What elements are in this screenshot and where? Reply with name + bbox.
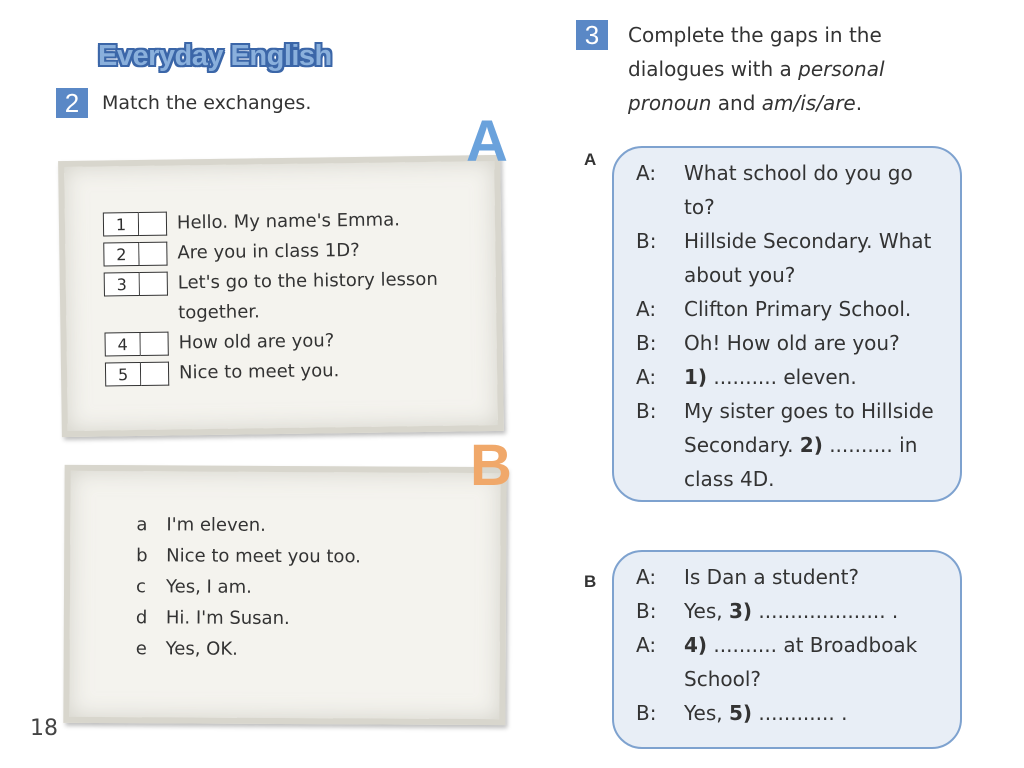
instruction-italic: personal <box>798 57 885 81</box>
item-text: Are you in class 1D? <box>177 239 360 264</box>
item-number: 4 <box>104 332 140 357</box>
speaker: A: <box>636 161 657 185</box>
gap-number: 5) <box>729 701 753 725</box>
gap-blank[interactable]: .......... in <box>822 433 918 457</box>
dialogue-a-bubble <box>612 146 962 502</box>
instruction-italic: pronoun <box>628 91 712 115</box>
gap-blank[interactable]: .......... eleven. <box>707 365 857 389</box>
exercise-2-number: 2 <box>56 88 88 118</box>
dialogue-line <box>636 156 946 224</box>
speaker: B: <box>636 399 657 423</box>
dialogue-line <box>636 696 946 730</box>
section-heading: Everyday English <box>98 40 332 72</box>
card-b-label: B <box>470 433 512 498</box>
answer-box[interactable] <box>140 272 168 296</box>
option-text: Hi. I'm Susan. <box>165 607 290 630</box>
card-b <box>63 465 506 725</box>
line-text: about you? <box>684 263 796 287</box>
response-option <box>136 509 361 541</box>
line-text: Yes, <box>684 599 729 623</box>
response-option <box>136 602 361 634</box>
answer-box[interactable] <box>139 212 167 236</box>
line-text: What school do you go <box>684 161 913 185</box>
dialogue-a-label: A <box>584 150 597 169</box>
item-text: Nice to meet you. <box>178 360 340 384</box>
item-number: 1 <box>103 212 139 237</box>
option-text: I'm eleven. <box>166 514 266 536</box>
dialogue-line <box>636 224 946 292</box>
option-text: Yes, I am. <box>165 576 252 598</box>
item-number: 3 <box>104 272 140 297</box>
item-text: Let's go to the history lesson <box>177 268 438 294</box>
response-option <box>136 633 361 665</box>
line-text: Hillside Secondary. What <box>684 229 932 253</box>
speaker: A: <box>636 633 657 657</box>
dialogue-b-bubble <box>612 550 962 749</box>
exchange-item <box>105 358 439 393</box>
dialogue-line <box>636 560 946 594</box>
gap-number: 4) <box>684 633 708 657</box>
line-text: class 4D. <box>684 467 775 491</box>
line-text: Yes, <box>684 701 729 725</box>
exchange-item <box>104 268 438 303</box>
dialogue-line <box>636 360 946 394</box>
exchange-item <box>104 328 438 363</box>
item-number: 5 <box>105 362 141 387</box>
exchange-item <box>103 238 437 273</box>
instruction-italic: am/is/are <box>761 91 856 115</box>
page-number: 18 <box>30 716 58 741</box>
speaker: A: <box>636 565 657 589</box>
option-letter: a <box>136 514 148 536</box>
option-letter: d <box>135 607 148 629</box>
dialogue-line <box>636 292 946 326</box>
line-text: to? <box>684 195 715 219</box>
item-text: How old are you? <box>178 330 335 354</box>
speaker <box>636 662 684 696</box>
gap-number: 2) <box>799 433 823 457</box>
exchange-list <box>103 208 439 393</box>
exchange-item-continuation <box>104 298 438 333</box>
instruction-line-1: Complete the gaps in the <box>628 23 882 47</box>
instruction-line-2: dialogues with a <box>628 57 799 81</box>
exercise-3-instruction <box>628 18 968 120</box>
line-text: Secondary. <box>684 433 800 457</box>
response-list <box>136 509 362 665</box>
exercise-2-instruction: Match the exchanges. <box>102 92 312 114</box>
response-option <box>136 540 361 572</box>
line-text: Clifton Primary School. <box>684 297 912 321</box>
dialogue-b <box>636 560 946 730</box>
instruction-end: . <box>855 91 863 115</box>
card-a-label: A <box>466 109 508 174</box>
dialogue-b-label: B <box>584 572 597 591</box>
dialogue-line <box>636 394 946 496</box>
item-text: Hello. My name's Emma. <box>176 209 401 234</box>
speaker: B: <box>636 229 657 253</box>
item-text-continued: together. <box>178 301 260 324</box>
exercise-3-number: 3 <box>576 20 608 50</box>
dialogue-line <box>636 662 946 696</box>
speaker: A: <box>636 365 657 389</box>
option-text: Nice to meet you too. <box>166 545 361 568</box>
answer-box[interactable] <box>141 362 169 386</box>
gap-blank[interactable]: .......... at Broadboak <box>707 633 918 657</box>
exchange-item <box>103 208 437 243</box>
instruction-plain: and <box>711 91 762 115</box>
speaker: B: <box>636 701 657 725</box>
dialogue-line <box>636 326 946 360</box>
answer-box[interactable] <box>140 332 168 356</box>
dialogue-line <box>636 594 946 628</box>
line-text: Is Dan a student? <box>684 565 860 589</box>
speaker: B: <box>636 331 657 355</box>
option-letter: e <box>135 638 147 660</box>
response-option <box>136 571 361 603</box>
gap-blank[interactable]: .................... . <box>752 599 899 623</box>
card-a <box>58 155 504 437</box>
dialogue-a <box>636 156 946 496</box>
item-number: 2 <box>103 242 139 267</box>
line-text: My sister goes to Hillside <box>684 399 934 423</box>
line-text: School? <box>684 667 762 691</box>
line-text: Oh! How old are you? <box>684 331 900 355</box>
speaker: A: <box>636 297 657 321</box>
gap-number: 1) <box>684 365 708 389</box>
gap-number: 3) <box>729 599 753 623</box>
answer-box[interactable] <box>139 242 167 266</box>
speaker: B: <box>636 599 657 623</box>
option-letter: c <box>135 576 147 598</box>
gap-blank[interactable]: ............ . <box>752 701 848 725</box>
option-letter: b <box>136 545 148 567</box>
option-text: Yes, OK. <box>165 638 238 660</box>
dialogue-line <box>636 628 946 662</box>
